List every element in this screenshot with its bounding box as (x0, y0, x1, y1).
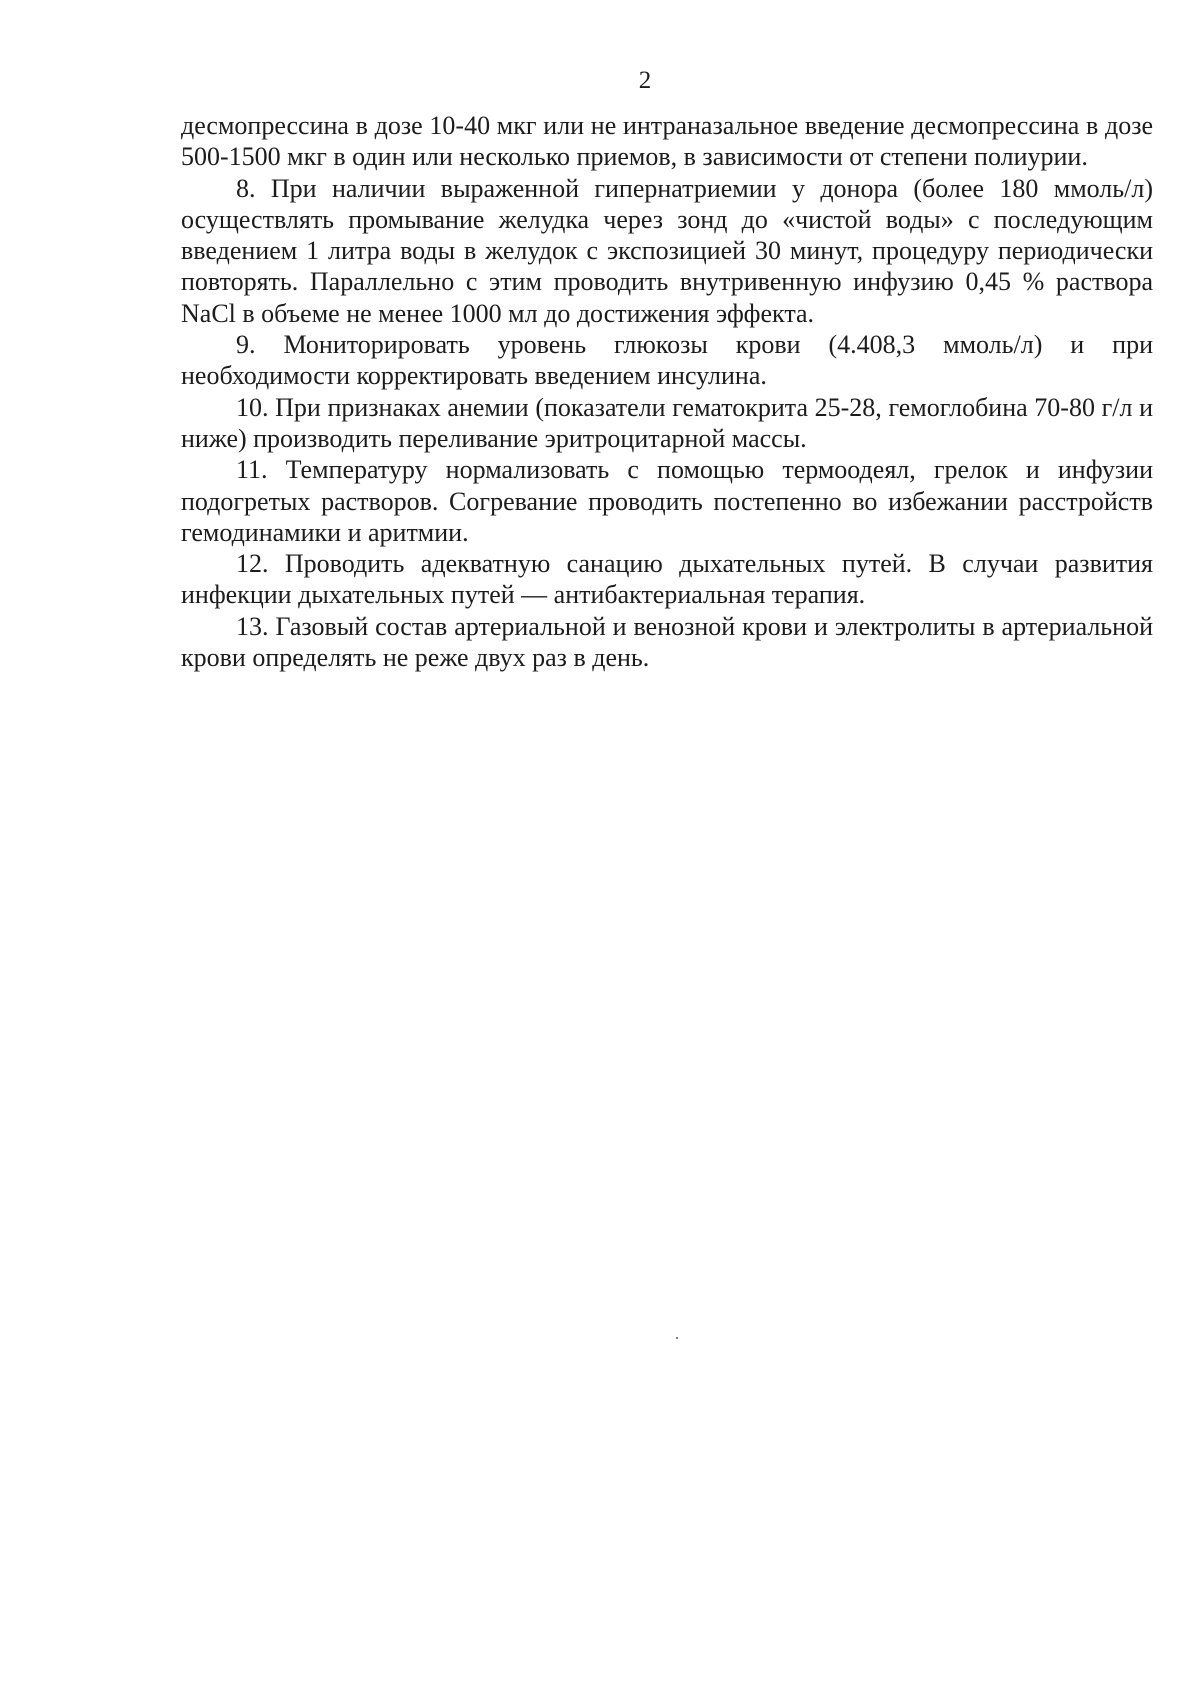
document-body (181, 110, 1153, 673)
paragraph-item-10: 10. При признаках анемии (показатели гематокрита 25-28, гемоглобина 70-80 г/л и ниже) производить переливание эритроцитарной массы. (181, 392, 1153, 453)
scan-speck (676, 1337, 678, 1339)
page-number: 2 (638, 67, 652, 94)
paragraph-item-11: 11. Температуру нормализовать с помощью термоодеял, грелок и инфузии подогретых растворов. Согревание проводить постепенно во избежании расстройств гемодинамики и аритмии. (181, 455, 1153, 547)
paragraph-item-12: 12. Проводить адекватную санацию дыхательных путей. В случаи развития инфекции дыхательных путей — антибактериальная терапия. (181, 549, 1153, 610)
paragraph-item-9: 9. Мониторировать уровень глюкозы крови (4.408,3 ммоль/л) и при необходимости корректировать введением инсулина. (181, 330, 1153, 391)
paragraph-item-13: 13. Газовый состав артериальной и венозной крови и электролиты в артериальной крови определять не реже двух раз в день. (181, 611, 1153, 673)
paragraph-item-8: 8. При наличии выраженной гипернатриемии у донора (более 180 ммоль/л) осуществлять промывание желудка через зонд до «чистой воды» с последующим введением 1 литра воды в желудок с экспозицией 30 минут, процедуру периодически повторять. Параллельно с этим проводить внутривенную инфузию 0,45 % раствора NaCl в объеме не менее 1000 мл до достижения эффекта. (181, 173, 1153, 328)
paragraph-continuation: десмопрессина в дозе 10-40 мкг или не интраназальное введение десмопрессина в дозе 500-1500 мкг в один или несколько приемов, в зависимости от степени полиурии. (181, 111, 1153, 172)
